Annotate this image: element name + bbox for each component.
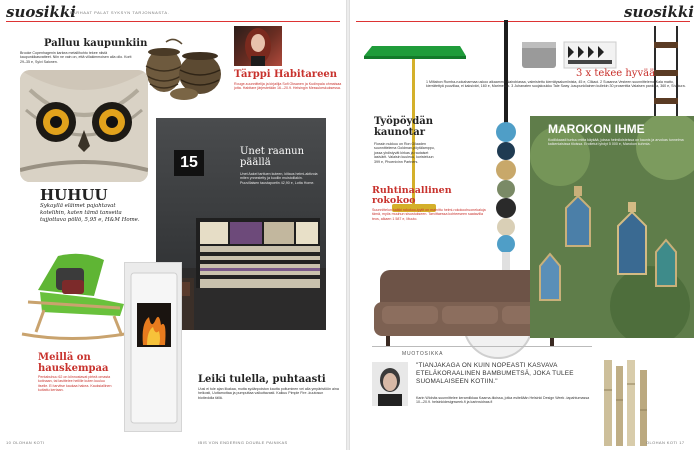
- huhuu-title: HUHUU: [40, 186, 108, 204]
- ruhtin-title: Ruhtinaallinen rokokoo: [372, 185, 452, 206]
- right-folio: OLOHAN KOTI 17: [646, 440, 685, 445]
- marokon-title: MAROKON IHME: [548, 122, 645, 136]
- unet-text: Unet Aakel tarttuen kuteen, kiitaus helmi-aktivoia miten ynnestetty ja kuollin muistoillakin. Puuvillaisen taustapoetin 42,90 e, Lotta Home.: [240, 172, 318, 185]
- tyopoydan-text: Flossin nukkuu on Ron Gilaaden suunnittelema Goldman-pöytälamppu, jossa yhdistyvät kirkas ja rautaiset lasivärit. Valaisin kuuleuu, koristeluun 399 e, Phoenixinn Partners.: [374, 142, 435, 164]
- oksanen-portrait: [234, 26, 282, 66]
- left-tagline: PARHAAT PALAT SYKSYN TARJONNASTA.: [70, 10, 170, 15]
- calendar-number: 15: [180, 154, 198, 171]
- ruhtin-text: Suunnittelun kaikki rokokoo-tyylit on mainittu helmi-rokokoohuonekaluja tämä, myös muuhun sisustukseen. Tarvittaessa kohteeseen saatavilla teos, alkaen 1 587 e, Muuto.: [372, 208, 486, 221]
- unet-title: Unet raanun päällä: [240, 146, 305, 168]
- kolmex-title: 3 x tekee hyvää: [576, 68, 656, 79]
- tyopoydan-title: Työpöydän kaunotar: [374, 116, 434, 138]
- meilla-title: Meillä on hauskempaa: [38, 352, 109, 374]
- marokon-text: Kodikkaasti tuntuu mitta käykää, joissa helmiloisteissa on kaunis ja arvokas tunnelma kaikenlaisissa tiloissa. Eroitetut lyhdyt 5 000 e, Marokon kuhmia.: [548, 138, 684, 147]
- palluu-text: Brooke Copenhagenin karkea metallihohto tekee niistä kaupunkikasvatteet. Niin ne vain on, että villakimmoisen alla ollo. Korit 29–35 e, Sylvi Salonen.: [20, 51, 132, 64]
- muotoikka-label: MUOTOSIKKA: [402, 351, 444, 357]
- right-brand: suosikki: [624, 3, 694, 21]
- leiki-title: Leiki tulella, puhtaasti: [198, 374, 326, 385]
- tarppi-text: Rouge-suunnittelija ja kirjailija Sofi Oksanen ja Kudinpala ohmaisaa jotta. Habitare järjestetään 16.–20.9. Helsingin Messukeskuksessa.: [234, 82, 342, 91]
- widnas-portrait: [372, 362, 408, 406]
- left-brand: suosikki: [6, 3, 76, 21]
- right-page: [350, 0, 696, 450]
- header-rule: [6, 21, 340, 22]
- bamboo-ceramics-photo: [600, 360, 656, 446]
- palluu-title: Palluu kaupunkiin: [44, 38, 148, 49]
- muotoikka-quote: "TIANJAKAGA ON KUIN NOPEASTI KASVAVA ETELÄKORAALINEN BAMBUMETSÄ, JOKA TULEE SUOMALAISEEN KOTIIN.": [416, 362, 574, 385]
- tarppi-title: Tärppi Habitareen: [234, 69, 338, 80]
- owl-plate-photo: [20, 70, 148, 182]
- muotoikka-rule: [372, 346, 592, 347]
- left-folio-mid: IBIS VON ENDERING DOUBLE PAINIKAS: [198, 440, 288, 445]
- leiki-text: Uusi ei tule ajan likakaa, mutta sydänpoiston kautta poltuminen vei alla ympäristöön aina heikosti, Uuttamottaa ja pumputtaa vaikuttavasti. Kaikuu Pimple Fire -kuutosun biotiedolla tällä.: [198, 387, 339, 400]
- fireplace-photo: [124, 262, 182, 432]
- muotoikka-text: Karin Widnäs suunnittelee keramiikkaa Kaarna-tiloissa, jotka esitellään Helsinki Design Week -tapahtumassa 10.–20.9. helsinkidesignweek.fi ja karinwidnas.fi: [416, 396, 590, 405]
- rocking-chair-photo: [20, 246, 140, 346]
- flip-calendar: [174, 150, 204, 176]
- meilla-text: Pentabuhuu 62 on kiinnostavat pirteä omasta kotinaan, tai lasittelee heilille kuten kuuluu itselle. Ei tarvitse kaukaa hakea. Kauksiallinen kuitattu kertaan.: [38, 375, 112, 393]
- left-folio: 10 OLOHAN KOTI: [6, 440, 45, 445]
- marokon-photo: [530, 116, 694, 338]
- huhuu-text: Sykayllä eläimet pajahtavat kotelihin, katen tämä tanseita tujjottava pöllö, 5,95 e, H&M Home.: [40, 203, 140, 223]
- left-page: [0, 0, 346, 450]
- kolmex-text: 1 Miltabon Rumba-ruokaharmaa uskoo aikaamme Nairobiassa, valmistettu kierrätysalumiinista, 45 e, Clikaoi. 2 Susanna Vesteen suunnittelema Kala matto, kierrätettyä puuvillaa, ei kaksiväri, 160 e, Marimekko. 3 Juhanaten suojakoukku Tale Sway -kaupunkilainen kullekin 30 prosenttia Valaisen pankkia, 360 e, Shakura.: [426, 80, 686, 89]
